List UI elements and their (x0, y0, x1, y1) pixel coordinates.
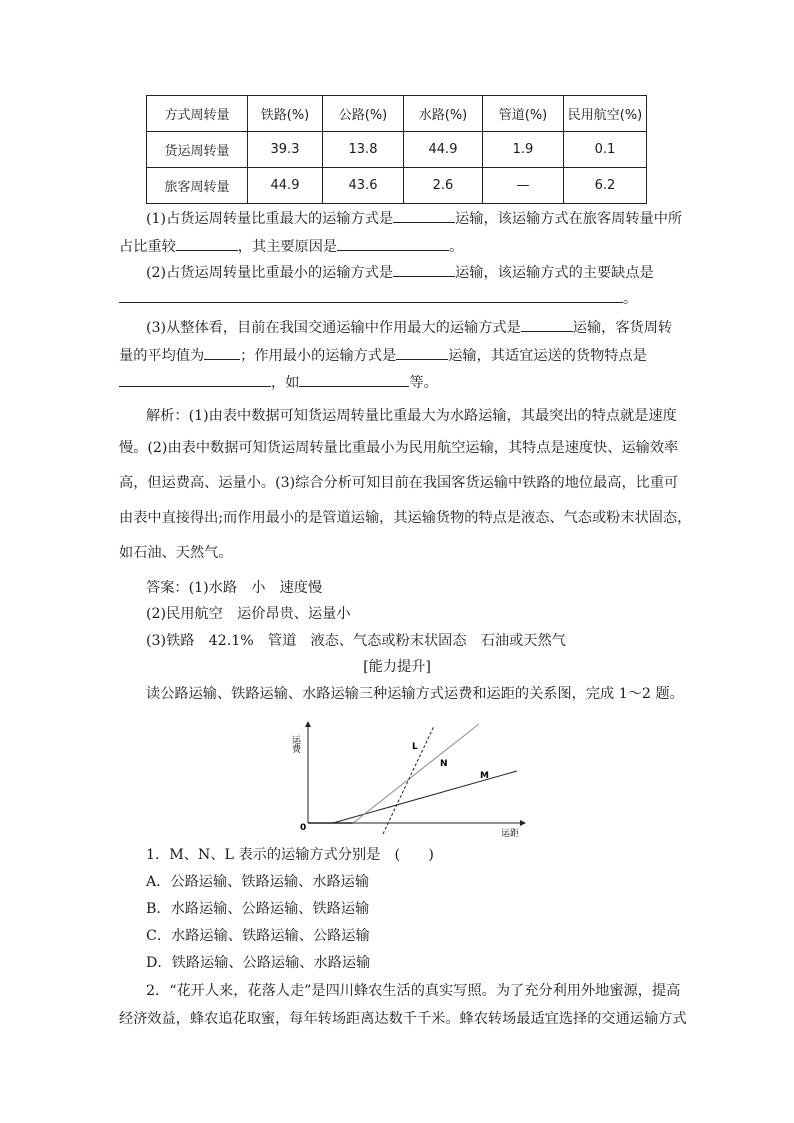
table-cell: 货运周转量 (147, 132, 248, 168)
answer-blank (393, 262, 455, 277)
table-header-row (147, 96, 647, 132)
line-label-n: N (440, 759, 448, 769)
table-header-cell: 管道(%) (483, 96, 564, 132)
q2-line: 2．“花开人来，花落人走”是四川蜂农生活的真实写照。为了充分利用外地蜜源，提高 (146, 983, 681, 999)
answer-blank (521, 317, 573, 332)
line-label-m: M (480, 771, 489, 781)
table-cell: 44.9 (404, 132, 483, 168)
cost-distance-chart (285, 718, 535, 840)
answer-line: (3)铁路 42.1% 管道 液态、气态或粉末状固态 石油或天然气 (146, 633, 566, 649)
question-text: 等。 (409, 375, 438, 391)
line-m (333, 771, 517, 823)
table-row (147, 132, 647, 168)
table-cell: — (483, 168, 564, 204)
question-text: ；作用最小的运输方式是 (240, 348, 397, 364)
table-cell: 43.6 (323, 168, 404, 204)
q1-stem: 1．M、N、L 表示的运输方式分别是 ( ) (146, 847, 434, 863)
question-text: 运输，该运输方式的主要缺点是 (455, 265, 654, 281)
table-row (147, 168, 647, 204)
analysis-line: 解析：(1)由表中数据可知货运周转量比重最大为水路运输，其最突出的特点就是速度 (146, 408, 677, 424)
answer-blank (176, 236, 238, 251)
section-title: [能力提升] (363, 659, 431, 675)
question-1-line-2 (119, 236, 463, 257)
question-3-line-1 (146, 317, 672, 338)
table-cell: 6.2 (564, 168, 647, 204)
question-text: 量的平均值为 (119, 348, 205, 364)
table-cell: 0.1 (564, 132, 647, 168)
q1-option: B．水路运输、公路运输、铁路运输 (146, 901, 370, 917)
q1-option: D．铁路运输、公路运输、水路运输 (146, 955, 371, 971)
answer-blank (204, 345, 240, 360)
table-cell: 旅客周转量 (147, 168, 248, 204)
answer-blank (119, 372, 271, 387)
table-cell: 1.9 (483, 132, 564, 168)
question-text: ，如 (271, 375, 300, 391)
answer-blank (396, 345, 448, 360)
q1-option: C．水路运输、铁路运输、公路运输 (146, 928, 370, 944)
answer-blank (119, 288, 623, 303)
y-axis-label: 运费 (290, 735, 300, 753)
question-text: 运输，客货周转 (572, 320, 673, 336)
answer-blank (337, 236, 449, 251)
analysis-line: 如石油、天然气。 (119, 545, 233, 561)
question-text: 运输，其适宜运送的货物特点是 (448, 348, 647, 364)
x-axis-label: 运距 (501, 829, 520, 839)
table-cell: 2.6 (404, 168, 483, 204)
table-header-cell: 民用航空(%) (564, 96, 647, 132)
question-1-line-1 (146, 208, 682, 229)
q2-line: 经济效益，蜂农追花取蜜，每年转场距离达数千千米。蜂农转场最适宜选择的交通运输方式 (119, 1011, 687, 1027)
table-header-cell: 公路(%) (323, 96, 404, 132)
question-text: (2)占货运周转量比重最小的运输方式是 (146, 265, 394, 281)
question-2-line-1 (146, 262, 654, 283)
question-text: (1)占货运周转量比重最大的运输方式是 (146, 211, 394, 227)
answer-line: (2)民用航空 运价昂贵、运量小 (146, 606, 351, 622)
question-text: 。 (623, 291, 638, 307)
table-header-cell: 方式周转量 (147, 96, 248, 132)
table-cell: 44.9 (248, 168, 323, 204)
transport-share-table (146, 95, 647, 204)
line-label-l: L (412, 742, 418, 752)
answer-blank (299, 372, 409, 387)
question-2-line-2 (119, 288, 637, 309)
q1-option: A．公路运输、铁路运输、水路运输 (146, 874, 370, 890)
line-n (353, 724, 479, 823)
origin-label: 0 (300, 823, 307, 833)
question-text: 。 (449, 239, 464, 255)
question-text: 运输，该运输方式在旅客周转量中所 (455, 211, 683, 227)
analysis-line: 由表中直接得出;而作用最小的是管道运输，其运输货物的特点是液态、气态或粉末状固态， (119, 510, 692, 526)
question-text: ，其主要原因是 (237, 239, 338, 255)
table-cell: 13.8 (323, 132, 404, 168)
table-cell: 39.3 (248, 132, 323, 168)
question-text: (3)从整体看，目前在我国交通运输中作用最大的运输方式是 (146, 320, 521, 336)
answer-blank (393, 208, 455, 223)
answer-line: 答案：(1)水路 小 速度慢 (146, 580, 323, 596)
table-header-cell: 铁路(%) (248, 96, 323, 132)
question-3-line-2 (119, 345, 647, 366)
chart-intro: 读公路运输、铁路运输、水路运输三种运输方式运费和运距的关系图，完成 1～2 题。 (146, 686, 684, 702)
table-header-cell: 水路(%) (404, 96, 483, 132)
question-text: 占比重较 (119, 239, 176, 255)
question-3-line-3 (119, 372, 438, 393)
analysis-line: 高，但运费高、运量小。(3)综合分析可知目前在我国客货运输中铁路的地位最高，比重可 (119, 475, 679, 491)
analysis-line: 慢。(2)由表中数据可知货运周转量比重最小为民用航空运输，其特点是速度快、运输效率 (119, 440, 679, 456)
